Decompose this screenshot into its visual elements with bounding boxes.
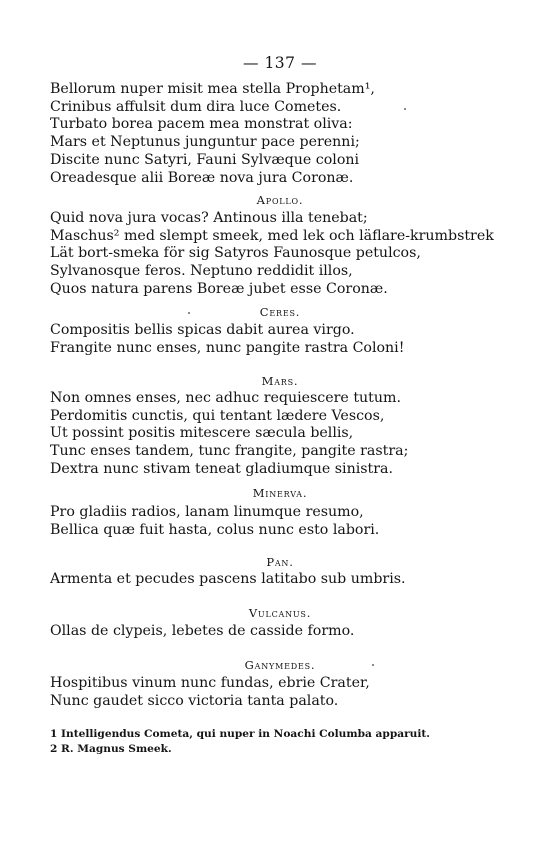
stanza-apollo bbox=[50, 210, 494, 299]
verse-line: Crinibus affulsit dum dira luce Cometes. bbox=[50, 98, 342, 115]
verse-line: Turbato borea pacem mea monstrat oliva: bbox=[50, 116, 353, 133]
speaker-heading-mars: Mars. bbox=[261, 374, 299, 388]
page-number: — 137 — bbox=[243, 54, 317, 72]
verse-line: Frangite nunc enses, nunc pangite rastra Coloni! bbox=[50, 339, 405, 356]
verse-line: Non omnes enses, nec adhuc requiescere tutum. bbox=[50, 390, 401, 406]
verse-line: Quid nova jura vocas? Antinous illa tenebat; bbox=[50, 210, 368, 226]
footnote-2: 2 R. Magnus Smeek. bbox=[50, 743, 172, 755]
verse-line: Bellorum nuper misit mea stella Prophetam¹, bbox=[50, 81, 375, 97]
stanza-ganymedes bbox=[50, 675, 370, 710]
speaker-heading-ceres: Ceres. bbox=[259, 305, 301, 319]
footnotes bbox=[50, 727, 430, 757]
verse-line: Hospitibus vinum nunc fundas, ebrie Crater, bbox=[50, 675, 370, 691]
stanza-mars bbox=[50, 390, 408, 479]
verse-line: Tunc enses tandem, tunc frangite, pangite rastra; bbox=[50, 443, 409, 460]
verse-line: Lät bort-smeka för sig Satyros Faunosque petulcos, bbox=[50, 245, 421, 262]
stanza-pan bbox=[50, 571, 406, 589]
stanza-vulcanus bbox=[50, 623, 354, 641]
verse-line: Ut possint positis mitescere sæcula bellis, bbox=[50, 425, 354, 442]
speaker-heading-apollo: Apollo. bbox=[256, 193, 304, 207]
verse-line: Oreadesque alii Boreæ nova jura Coronæ. bbox=[50, 169, 354, 186]
speaker-heading-ganymedes: Ganymedes. bbox=[244, 658, 316, 672]
print-speck bbox=[188, 312, 190, 314]
verse-line: Compositis bellis spicas dabit aurea virgo. bbox=[50, 322, 355, 338]
stanza-opening bbox=[50, 81, 375, 187]
speaker-heading-vulcanus: Vulcanus. bbox=[248, 606, 312, 620]
verse-line: Perdomitis cunctis, qui tentant lædere Vescos, bbox=[50, 407, 385, 424]
verse-line: Maschus² med slempt smeek, med lek och läflare-krumbstrek bbox=[50, 227, 494, 244]
print-speck bbox=[404, 108, 406, 110]
speaker-heading-minerva: Minerva. bbox=[252, 486, 308, 500]
verse-line: Ollas de clypeis, lebetes de casside formo. bbox=[50, 623, 355, 639]
stanza-ceres bbox=[50, 322, 404, 357]
verse-line: Pro gladiis radios, lanam linumque resumo, bbox=[50, 504, 364, 520]
verse-line: Nunc gaudet sicco victoria tanta palato. bbox=[50, 692, 339, 709]
verse-line: Quos natura parens Boreæ jubet esse Coronæ. bbox=[50, 280, 388, 297]
verse-line: Bellica quæ fuit hasta, colus nunc esto labori. bbox=[50, 521, 380, 538]
verse-line: Dextra nunc stivam teneat gladiumque sinistra. bbox=[50, 460, 393, 477]
footnote-1: 1 Intelligendus Cometa, qui nuper in Noachi Columba apparuit. bbox=[50, 728, 430, 740]
verse-line: Armenta et pecudes pascens latitabo sub umbris. bbox=[50, 571, 406, 587]
stanza-minerva bbox=[50, 504, 379, 539]
verse-line: Discite nunc Satyri, Fauni Sylvæque coloni bbox=[50, 151, 360, 168]
print-speck bbox=[372, 664, 374, 666]
verse-line: Mars et Neptunus junguntur pace perenni; bbox=[50, 134, 360, 151]
verse-line: Sylvanosque feros. Neptuno reddidit illos, bbox=[50, 263, 353, 280]
speaker-heading-pan: Pan. bbox=[266, 555, 294, 569]
